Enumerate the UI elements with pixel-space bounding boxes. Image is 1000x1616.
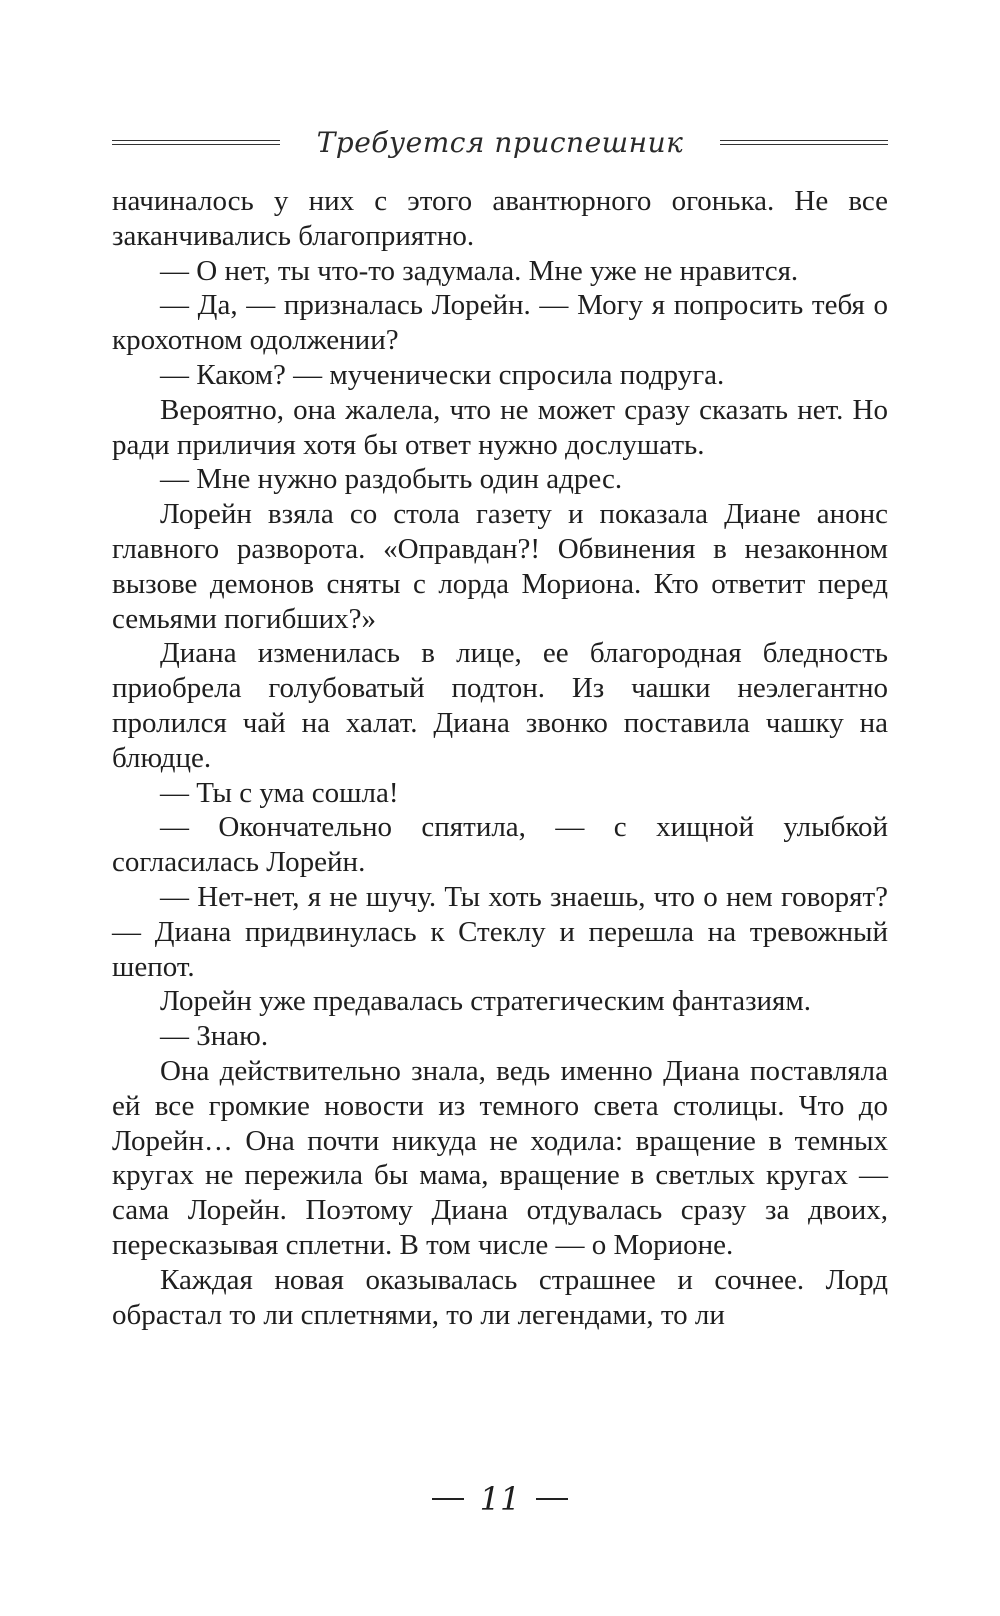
page-number: 11 xyxy=(479,1480,521,1518)
paragraph: Она действительно знала, ведь именно Диана поставляла ей все громкие новости из темного света столицы. Что до Лорейн… Она почти никуда не ходила: вращение в темных кругах не пережила бы мама, вращение в светлых кругах — сама Лорейн. Поэтому Диана отдувалась сразу за двоих, пересказывая сплетни. В том числе — о Морионе. xyxy=(112,1054,888,1261)
paragraph: — Окончательно спятила, — с хищной улыбкой согласилась Лорейн. xyxy=(112,811,888,879)
body-text xyxy=(112,184,888,1332)
folio-dash-right xyxy=(536,1498,568,1500)
paragraph: Лорейн уже предавалась стратегическим фантазиям. xyxy=(160,985,811,1018)
paragraph: Диана изменилась в лице, ее благородная бледность приобрела голубоватый подтон. Из чашки неэлегантно пролился чай на халат. Диана звонко поставила чашку на блюдце. xyxy=(112,637,888,774)
page-footer xyxy=(0,1480,1000,1518)
header-rule-right xyxy=(720,140,888,145)
paragraph: — Каком? — мученически спросила подруга. xyxy=(160,358,725,391)
paragraph: Каждая новая оказывалась страшнее и сочнее. Лорд обрастал то ли сплетнями, то ли легендами, то ли xyxy=(112,1263,888,1331)
running-header xyxy=(112,118,888,166)
paragraph: Вероятно, она жалела, что не может сразу сказать нет. Но ради приличия хотя бы ответ нужно дослушать. xyxy=(112,393,888,461)
paragraph: Лорейн взяла со стола газету и показала Диане анонс главного разворота. «Оправдан?! Обвинения в незаконном вызове демонов сняты с лорда Мориона. Кто ответит перед семьями погибших?» xyxy=(112,498,888,635)
paragraph: — Ты с ума сошла! xyxy=(160,776,399,809)
folio-dash-left xyxy=(432,1498,464,1500)
header-rule-left xyxy=(112,140,280,145)
paragraph: — Мне нужно раздобыть один адрес. xyxy=(160,463,623,496)
paragraph-continued: начиналось у них с этого авантюрного огонька. Не все заканчивались благоприятно. xyxy=(112,185,888,252)
paragraph: — Знаю. xyxy=(160,1020,269,1053)
paragraph: — Нет-нет, я не шучу. Ты хоть знаешь, что о нем говорят? — Диана придвинулась к Стеклу и перешла на тревожный шепот. xyxy=(112,880,888,983)
paragraph: — Да, — призналась Лорейн. — Могу я попросить тебя о крохотном одолжении? xyxy=(112,289,888,357)
paragraph: — О нет, ты что-то задумала. Мне уже не нравится. xyxy=(160,254,799,287)
running-title: Требуется приспешник xyxy=(316,125,684,159)
